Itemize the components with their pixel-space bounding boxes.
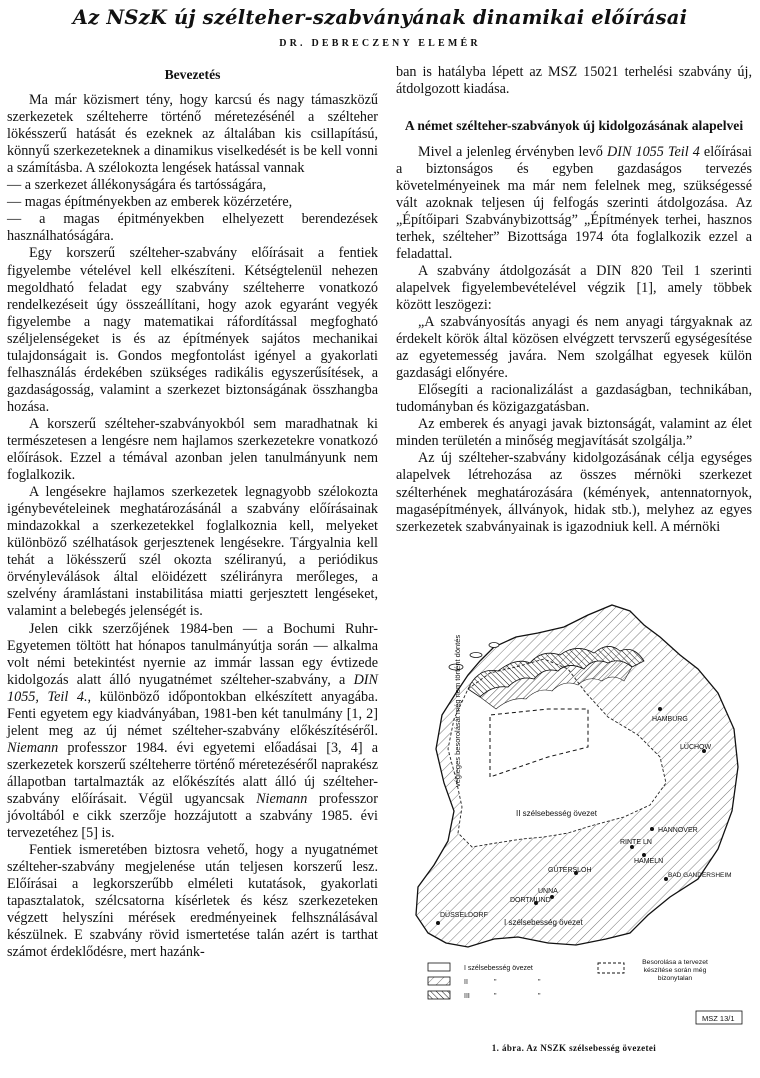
legend-ditto-ii: " [494,979,497,986]
map-legend [428,959,742,1024]
person-name: Niemann [7,739,59,756]
article-author: DR. DEBRECZENY ELEMÉR [279,38,481,49]
list-item: — magas építményekben az emberek közérzetére, [7,194,293,211]
city-hannover: HANNOVER [658,827,698,834]
island [470,653,482,658]
text-run: professzor 1984. évi egyetemi előadásai [3, 4] a szerkezetek korszerű szélteherre történő méretezéséről naprakész állapotban tartalmazták az előkészítés alatt álló új szélteher-szabvány előírásait. Végül ugyancsak [7,739,378,807]
city-bad-gandersheim: BAD GANDERSHEIM [668,872,732,879]
text-run: , különböző időpontokban elkészített anyagába. Fenti egyetem egy kiadványában, 1981-ben két tanulmány [1, 2] jelent meg az új német szélteher-szabvány előkészítéséről. [7,688,378,739]
quote-paragraph: Elősegíti a racionalizálást a gazdaságban, technikában, tudományban és közigazgatásban. [396,382,752,416]
paragraph [7,621,378,843]
legend-label-iii: III [464,993,470,1000]
city-dortmund: DORTMUND [510,897,551,904]
city-hamburg: HAMBURG [652,716,688,723]
city-luchow: LÜCHOW [680,744,712,751]
paragraph: Ma már közismert tény, hogy karcsú és nagy támaszközű szerkezetek szélteherre történő méretezésénél a szélteher lökésszerű hatását és ezeknek az általában kis csillapítású, könnyű szerkezeteknek a dinamikus viselkedését is be kell vonni a számításba. A szélokozta lengések hatással vannak [7,92,378,177]
wind-zone-map-figure [398,597,750,1037]
legend-ditto-iii-2: " [538,993,541,1000]
paragraph: A korszerű szélteher-szabványokból sem maradhatnak ki természetesen a lengésre nem hajlamos szerkezetekre vonatkozó előírások. Ezzel a témával azonban jelen tanulmányunk nem foglalkozik. [7,415,378,484]
zone-i-label: I szélsebesség övezet [504,918,583,927]
standard-ref: DIN 1055 Teil 4 [606,143,700,160]
section-heading-principles: A német szélteher-szabványok új kidolgozásának alapelvei [404,118,744,134]
text-run: professzor jóvoltából e cikk szerzője hozzájutott a szabvány 1985. évi tervezetéhez [5] is. [7,790,378,842]
figure-caption: 1. ábra. Az NSZK szélsebesség övezetei [491,1043,657,1053]
paragraph: ban is hatályba lépett az MSZ 15021 terhelési szabvány új, átdolgozott kiadása. [396,64,752,98]
section-heading-intro: Bevezetés [164,67,221,82]
city-gutersloh: GÜTERSLOH [548,867,592,874]
wind-zone-map [398,597,750,1037]
legend-label-tbd: Besorolása a tervezet készítése során még bizonytalan [642,959,708,982]
paragraph: Az új szélteher-szabvány kidolgozásának célja egységes alapelvek létrehozása az összes mérnöki szerkezet szélterhének meghatározására (kémények, antennatornyok, magasépítmények, állványok, hidak stb.), melyhez az egyes szerkezetek szabványainak is igazodniuk kell. A mérnöki [396,450,752,535]
text-run: előírásai a biztonságos és egyben gazdaságos tervezés követelményeinek ma már nem felelnek meg, szükségessé vált azoknak teljesen új felfogás szerinti átdolgozása. Az „Építőipari Szabványbizottság” „Építmények terhei, hasznos terhek, szélteher” Bizottsága 1974 óta foglalkozik ezzel a feladattal. [396,143,752,262]
left-column [7,66,378,961]
text-run: Mivel a jelenleg érvényben levő [418,143,607,160]
paragraph: Egy korszerű szélteher-szabvány előírásait a fentiek figyelembe vételével kell elkészíteni. Kétségtelenül nehezen megoldható feladat egy szabvány szélteherre vonatkozó rendelkezéseit úgy összeállítani, hogy azok egyaránt vegyék figyelembe a nagy matematikai ráfordítással megfogható széljelenségeket is és az építmények sajátos mechanikai tulajdonságait is. Gondos megfontolást igényel a gyakorlati felhasználás érdekében szükséges radikális egyszerűsítések, a gazdaságosság, valamint a szerkezet biztonságának összhangba hozása. [7,245,378,415]
right-column [396,64,752,536]
zone-ii-label: II szélsebesség övezet [516,809,597,818]
city-unna: UNNA [538,888,558,895]
person-name: Niemann [256,790,308,807]
city-hameln: HAMELN [634,858,664,865]
text-run: Jelen cikk szerzőjének 1984-ben — a Bochumi Ruhr-Egyetemen töltött hat hónapos tanulmányútja során — alkalma volt némi betekintést nyernie az immár lassan egy évtizede kidolgozás alatt álló nyugatnémet szélteher-szabvány, a [7,620,378,688]
quote-paragraph: „A szabványosítás anyagi és nem anyagi tárgyaknak az érdekelt körök által közösen elvégzett tervszerű egységesítése az egyetemesség javára. Nem szolgálhat egyesek külön gazdasági előnyére. [396,314,752,382]
legend-label-i: I szélsebesség övezet [464,965,533,972]
article-title: Az NSzK új szélteher-szabványának dinamikai előírásai [72,6,688,29]
list-item: — a szerkezet állékonyságára és tartósságára, [7,177,267,194]
paragraph [396,144,752,263]
legend-ditto-ii-2: " [538,979,541,986]
standard-ref: DIN 1055, Teil 4. [7,671,378,705]
city-dusseldorf: DÜSSELDORF [440,912,488,919]
city-rinteln: RINTE LN [620,839,652,846]
legend-label-ii: II [464,979,468,986]
paragraph: Fentiek ismeretében biztosra vehető, hogy a nyugatnémet szélteher-szabvány megjelenése után teljesen korszerű lesz. Előírásai a legkorszerűbb elméleti kutatások, gyakorlati tapasztalatok, szélcsatorna kísérletek és kész szerkezeteken végzett helyszíni mérések eredményeinek felhsználásával készülnek. E szabvány rövid ismertetése talán azért is tarthat számot érdeklődésre, mert hazánk- [7,842,378,961]
list-item: — a magas épitményekben elhelyezett berendezések használhatóságára. [7,211,378,245]
quote-paragraph: Az emberek és anyagi javak biztonságát, valamint az élet minden területén a minőség megjavítását szolgálja.” [396,416,752,450]
legend-ditto-iii: " [494,993,497,1000]
figure-ref-label: MSZ 13/1 [702,1014,735,1023]
island [489,643,499,648]
paragraph: A szabvány átdolgozását a DIN 820 Teil 1 szerinti alapelvek figyelembevételével végzik [1], amely többek között leszögezi: [396,262,752,314]
paragraph: A lengésekre hajlamos szerkezetek legnagyobb szélokozta igénybevételeinek meghatározásánál a szabvány előírásainak mindazokkal a szerkezetekkel foglalkoznia kell, melyeket különböző szélhatások gerjesztenek lengésekre. Tárgyalnia kell tehát a lökésszerű szél okozta széliranyú, a periódikus örvényleválások által elöidézett szélirányra merőleges, a szelvény áramlástani instabilitása miatti gerjesztett lengéseket, valamint a belebegés jelenségét is. [7,484,378,620]
undecided-label: végleges besorolását még nem történt döntés [453,634,462,787]
